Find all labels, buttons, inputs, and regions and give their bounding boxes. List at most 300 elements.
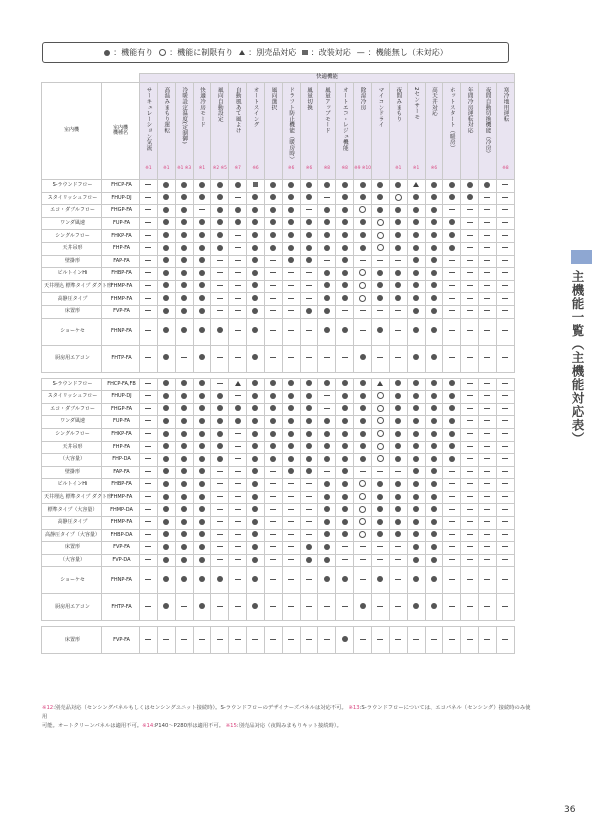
feature-cell: [407, 230, 425, 243]
dash-icon: [235, 559, 241, 560]
feature-cell: [389, 192, 407, 205]
dash-icon: [145, 534, 151, 535]
feature-cell: [425, 416, 443, 429]
dash-icon: [360, 310, 366, 311]
dash-icon: [467, 534, 473, 535]
filled-circle-icon: [413, 308, 419, 314]
dash-icon: [467, 209, 473, 210]
feature-cell: [229, 627, 247, 654]
dash-icon: [217, 298, 223, 299]
feature-cell: [229, 441, 247, 454]
feature-cell: [300, 554, 318, 567]
feature-cell: [336, 627, 354, 654]
feature-cell: [300, 280, 318, 293]
dash-icon: [306, 272, 312, 273]
feature-cell: [300, 454, 318, 467]
filled-circle-icon: [252, 456, 258, 462]
feature-cell: [371, 441, 389, 454]
dash-icon: [145, 433, 151, 434]
filled-circle-icon: [413, 603, 419, 609]
dash-icon: [145, 579, 151, 580]
feature-cell: [229, 594, 247, 621]
feature-cell: [229, 205, 247, 218]
feature-cell: [425, 217, 443, 230]
feature-cell: [461, 268, 479, 281]
feature-cell: [264, 466, 282, 479]
dash-icon: [502, 458, 508, 459]
dash-icon: [235, 471, 241, 472]
dash-icon: [270, 639, 276, 640]
table-row: [42, 428, 515, 441]
filled-circle-icon: [395, 393, 401, 399]
feature-cell: [140, 391, 158, 404]
filled-circle-icon: [395, 232, 401, 238]
filled-circle-icon: [413, 295, 419, 301]
filled-circle-icon: [199, 557, 205, 563]
feature-header: [479, 83, 497, 180]
feature-cell: [336, 567, 354, 594]
feature-cell: [193, 479, 211, 492]
header-blank: [42, 74, 140, 83]
feature-cell: [479, 268, 497, 281]
dash-icon: [449, 272, 455, 273]
filled-circle-icon: [431, 232, 437, 238]
filled-circle-icon: [181, 557, 187, 563]
feature-cell: [496, 416, 514, 429]
dash-icon: [288, 310, 294, 311]
dash-icon: [502, 209, 508, 210]
feature-cell: [371, 567, 389, 594]
unit-name: 天井吊形: [42, 242, 102, 255]
filled-circle-icon: [199, 354, 205, 360]
feature-cell: [461, 504, 479, 517]
filled-circle-icon: [431, 431, 437, 437]
dash-icon: [217, 534, 223, 535]
filled-circle-icon: [431, 531, 437, 537]
filled-circle-icon: [342, 418, 348, 424]
filled-circle-icon: [163, 481, 169, 487]
feature-cell: [371, 529, 389, 542]
filled-circle-icon: [163, 494, 169, 500]
table-row: [42, 454, 515, 467]
filled-circle-icon: [431, 295, 437, 301]
filled-circle-icon: [377, 576, 383, 582]
feature-cell: [247, 242, 265, 255]
filled-circle-icon: [252, 506, 258, 512]
feature-cell: [229, 268, 247, 281]
dash-icon: [306, 209, 312, 210]
feature-cell: [443, 318, 461, 345]
feature-cell: [193, 305, 211, 318]
filled-circle-icon: [413, 576, 419, 582]
dash-icon: [270, 521, 276, 522]
unit-name: エコ・ダブルフロー: [42, 403, 102, 416]
filled-circle-icon: [324, 544, 330, 550]
filled-circle-icon: [252, 443, 258, 449]
footnote-ref: ※14: [142, 723, 154, 729]
dash-icon: [270, 509, 276, 510]
feature-cell: [193, 255, 211, 268]
dash-icon: [145, 483, 151, 484]
dash-icon: [342, 310, 348, 311]
legend-limited: ：機能に制限有り: [169, 48, 234, 57]
feature-cell: [282, 318, 300, 345]
feature-cell: [389, 594, 407, 621]
feature-header: [318, 83, 336, 180]
filled-circle-icon: [181, 418, 187, 424]
feature-cell: [229, 491, 247, 504]
feature-cell: [211, 268, 229, 281]
model-name: FHNP-FA: [102, 567, 140, 594]
table-row: [42, 180, 515, 193]
feature-cell: [354, 305, 372, 318]
feature-cell: [282, 391, 300, 404]
dash-icon: [502, 383, 508, 384]
feature-cell: [157, 542, 175, 555]
feature-cell: [425, 391, 443, 404]
filled-circle-icon: [413, 506, 419, 512]
filled-circle-icon: [181, 531, 187, 537]
filled-circle-icon: [270, 232, 276, 238]
feature-cell: [193, 378, 211, 391]
feature-cell: [389, 529, 407, 542]
feature-cell: [140, 242, 158, 255]
feature-cell: [479, 205, 497, 218]
feature-cell: [443, 180, 461, 193]
filled-circle-icon: [342, 295, 348, 301]
filled-circle-icon: [181, 456, 187, 462]
filled-circle-icon: [342, 219, 348, 225]
feature-cell: [371, 305, 389, 318]
unit-name: 高静圧タイプ: [42, 517, 102, 530]
filled-circle-icon: [288, 456, 294, 462]
dash-icon: [306, 357, 312, 358]
feature-cell: [175, 318, 193, 345]
dash-icon: [235, 272, 241, 273]
filled-circle-icon: [342, 506, 348, 512]
dash-icon: [467, 458, 473, 459]
feature-cell: [479, 255, 497, 268]
filled-circle-icon: [181, 468, 187, 474]
open-circle-icon: [377, 232, 384, 239]
dash-icon: [377, 606, 383, 607]
filled-circle-icon: [377, 519, 383, 525]
filled-circle-icon: [395, 443, 401, 449]
filled-circle-icon: [449, 443, 455, 449]
filled-circle-icon: [288, 219, 294, 225]
feature-cell: [461, 403, 479, 416]
filled-circle-icon: [163, 431, 169, 437]
legend-none: ：機能無し（未対応）: [367, 48, 448, 57]
feature-cell: [479, 192, 497, 205]
legend-option: ：別売品対応: [248, 48, 297, 57]
feature-cell: [443, 391, 461, 404]
feature-cell: [264, 255, 282, 268]
dash-icon: [217, 639, 223, 640]
feature-cell: [247, 403, 265, 416]
feature-cell: [389, 504, 407, 517]
filled-circle-icon: [342, 182, 348, 188]
feature-cell: [193, 318, 211, 345]
dash-icon: [217, 357, 223, 358]
table-row: [42, 280, 515, 293]
feature-cell: [496, 318, 514, 345]
filled-circle-icon: [252, 494, 258, 500]
feature-cell: [264, 504, 282, 517]
filled-circle-icon: [270, 443, 276, 449]
feature-cell: [496, 504, 514, 517]
feature-cell: [229, 517, 247, 530]
open-circle-icon: [359, 206, 366, 213]
filled-circle-icon: [270, 431, 276, 437]
filled-circle-icon: [252, 468, 258, 474]
feature-cell: [157, 403, 175, 416]
feature-cell: [282, 242, 300, 255]
triangle-icon: [377, 381, 383, 386]
filled-circle-icon: [395, 418, 401, 424]
dash-icon: [145, 458, 151, 459]
feature-cell: [407, 428, 425, 441]
model-name: FHP-FA: [102, 242, 140, 255]
feature-cell: [247, 542, 265, 555]
section-tab: [571, 250, 592, 264]
feature-cell: [336, 466, 354, 479]
feature-cell: [479, 567, 497, 594]
feature-cell: [247, 416, 265, 429]
footnotes: [42, 704, 532, 731]
feature-cell: [479, 318, 497, 345]
filled-circle-icon: [395, 506, 401, 512]
feature-cell: [318, 180, 336, 193]
feature-cell: [443, 378, 461, 391]
feature-header: [371, 83, 389, 180]
table-row: [42, 542, 515, 555]
feature-cell: [247, 180, 265, 193]
feature-cell: [425, 594, 443, 621]
feature-cell: [461, 391, 479, 404]
filled-circle-icon: [324, 481, 330, 487]
filled-circle-icon: [342, 282, 348, 288]
feature-cell: [264, 554, 282, 567]
filled-circle-icon: [252, 327, 258, 333]
feature-cell: [336, 378, 354, 391]
filled-circle-icon: [288, 194, 294, 200]
feature-cell: [496, 242, 514, 255]
filled-circle-icon: [163, 270, 169, 276]
feature-cell: [300, 627, 318, 654]
feature-cell: [175, 542, 193, 555]
feature-cell: [496, 280, 514, 293]
feature-cell: [354, 554, 372, 567]
dash-icon: [484, 420, 490, 421]
dash-icon: [235, 579, 241, 580]
filled-circle-icon: [306, 544, 312, 550]
feature-cell: [318, 403, 336, 416]
filled-circle-icon: [324, 182, 330, 188]
feature-cell: [318, 554, 336, 567]
filled-circle-icon: [235, 182, 241, 188]
feature-note: ※1: [145, 166, 152, 172]
triangle-icon: [239, 50, 245, 55]
feature-cell: [443, 627, 461, 654]
feature-cell: [229, 554, 247, 567]
dash-icon: [235, 496, 241, 497]
feature-cell: [282, 466, 300, 479]
feature-cell: [425, 466, 443, 479]
filled-circle-icon: [252, 431, 258, 437]
feature-cell: [496, 305, 514, 318]
feature-cell: [282, 217, 300, 230]
filled-circle-icon: [288, 182, 294, 188]
feature-cell: [264, 416, 282, 429]
filled-circle-icon: [431, 418, 437, 424]
dash-icon: [502, 395, 508, 396]
feature-cell: [371, 391, 389, 404]
open-circle-icon: [377, 417, 384, 424]
model-name: FVP-FA: [102, 542, 140, 555]
filled-circle-icon: [163, 182, 169, 188]
feature-cell: [264, 345, 282, 372]
filled-circle-icon: [199, 544, 205, 550]
feature-note: ※1: [163, 166, 170, 172]
filled-circle-icon: [306, 443, 312, 449]
feature-label: 高温みまもり運転: [163, 87, 170, 134]
filled-circle-icon: [163, 354, 169, 360]
model-name: FHMP-FA: [102, 517, 140, 530]
feature-cell: [282, 180, 300, 193]
dash-icon: [288, 330, 294, 331]
filled-circle-icon: [342, 327, 348, 333]
feature-cell: [354, 567, 372, 594]
filled-circle-icon: [413, 443, 419, 449]
feature-cell: [229, 180, 247, 193]
filled-circle-icon: [199, 494, 205, 500]
table-row: [42, 594, 515, 621]
unit-name: （大容量）: [42, 554, 102, 567]
feature-cell: [247, 504, 265, 517]
feature-cell: [282, 479, 300, 492]
feature-cell: [318, 627, 336, 654]
unit-name: 壁掛形: [42, 255, 102, 268]
filled-circle-icon: [181, 232, 187, 238]
feature-cell: [496, 378, 514, 391]
feature-cell: [157, 416, 175, 429]
feature-cell: [336, 255, 354, 268]
dash-icon: [431, 639, 437, 640]
feature-header: [443, 83, 461, 180]
dash-icon: [395, 357, 401, 358]
feature-cell: [229, 454, 247, 467]
feature-cell: [407, 567, 425, 594]
feature-cell: [461, 416, 479, 429]
dash-icon: [502, 420, 508, 421]
feature-cell: [389, 305, 407, 318]
feature-header: [425, 83, 443, 180]
feature-cell: [264, 180, 282, 193]
filled-circle-icon: [199, 431, 205, 437]
unit-name: 床置形: [42, 627, 102, 654]
feature-cell: [336, 517, 354, 530]
feature-cell: [157, 192, 175, 205]
feature-cell: [247, 594, 265, 621]
dash-icon: [145, 298, 151, 299]
feature-cell: [354, 345, 372, 372]
dash-icon: [395, 310, 401, 311]
feature-cell: [282, 230, 300, 243]
feature-cell: [193, 567, 211, 594]
feature-cell: [389, 416, 407, 429]
dash-icon: [502, 357, 508, 358]
feature-cell: [479, 491, 497, 504]
feature-cell: [264, 594, 282, 621]
feature-cell: [496, 268, 514, 281]
dash-icon: [306, 579, 312, 580]
feature-cell: [443, 205, 461, 218]
feature-cell: [264, 205, 282, 218]
feature-cell: [425, 230, 443, 243]
unit-name: ワンダ風速: [42, 217, 102, 230]
filled-circle-icon: [181, 481, 187, 487]
feature-table: [41, 73, 515, 654]
filled-circle-icon: [413, 354, 419, 360]
filled-circle-icon: [199, 219, 205, 225]
feature-cell: [211, 293, 229, 306]
feature-cell: [354, 230, 372, 243]
dash-icon: [306, 298, 312, 299]
dash-icon: [449, 285, 455, 286]
feature-cell: [336, 242, 354, 255]
filled-circle-icon: [377, 327, 383, 333]
feature-cell: [247, 567, 265, 594]
model-name: FHMP-FA: [102, 280, 140, 293]
feature-cell: [229, 416, 247, 429]
table-row: [42, 504, 515, 517]
feature-cell: [425, 542, 443, 555]
feature-cell: [264, 242, 282, 255]
dash-icon: [145, 521, 151, 522]
dash-icon: [217, 471, 223, 472]
feature-cell: [211, 441, 229, 454]
filled-circle-icon: [467, 194, 473, 200]
feature-label: 2センサーモ: [413, 87, 420, 120]
feature-cell: [193, 180, 211, 193]
feature-cell: [193, 242, 211, 255]
filled-circle-icon: [324, 531, 330, 537]
filled-circle-icon: [342, 494, 348, 500]
feature-cell: [389, 627, 407, 654]
feature-cell: [461, 441, 479, 454]
feature-cell: [389, 441, 407, 454]
feature-cell: [211, 428, 229, 441]
filled-circle-icon: [342, 270, 348, 276]
feature-cell: [175, 491, 193, 504]
feature-cell: [140, 180, 158, 193]
feature-cell: [264, 268, 282, 281]
filled-circle-icon: [306, 405, 312, 411]
dash-icon: [467, 579, 473, 580]
feature-cell: [247, 318, 265, 345]
feature-cell: [318, 318, 336, 345]
dash-icon: [467, 559, 473, 560]
dash-icon: [484, 408, 490, 409]
filled-circle-icon: [449, 393, 455, 399]
dash-icon: [270, 546, 276, 547]
feature-cell: [425, 517, 443, 530]
filled-circle-icon: [163, 295, 169, 301]
feature-cell: [407, 554, 425, 567]
filled-circle-icon: [395, 270, 401, 276]
dash-icon: [288, 606, 294, 607]
